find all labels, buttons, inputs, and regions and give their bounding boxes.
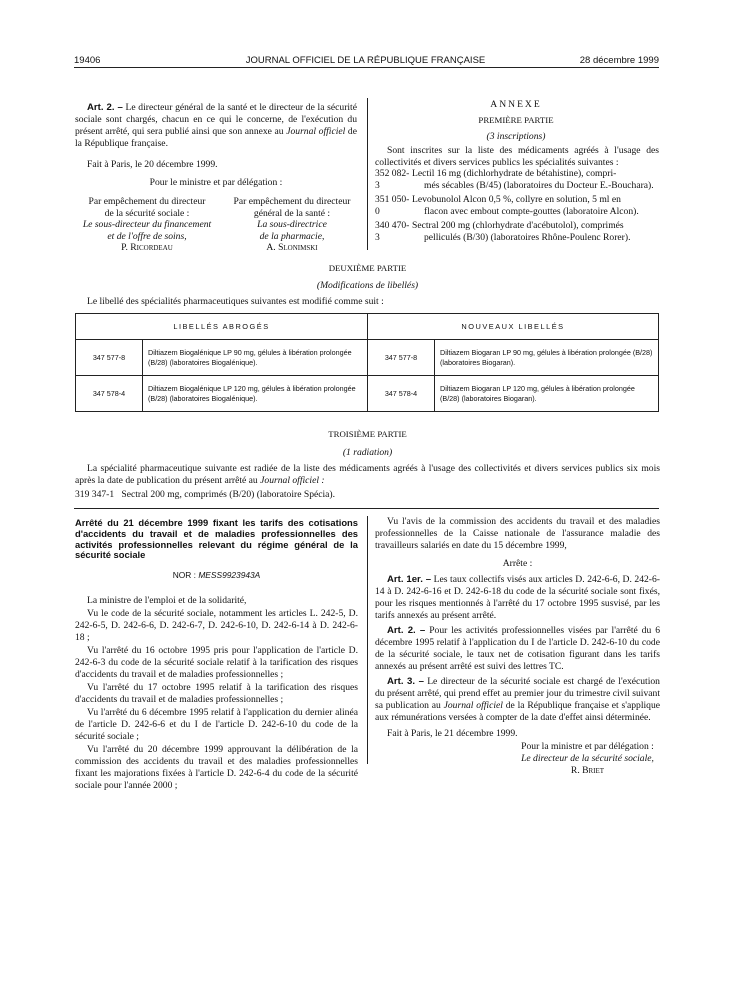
libelles-table — [75, 313, 659, 412]
list-item: 352 082-3 Lectil 16 mg (dichlorhydrate de bétahistine), compri- més sécables (B/45) (laboratoires du Docteur E.-Bouchara). — [375, 168, 654, 191]
article-3: Art. 3. – Le directeur de la sécurité sociale est chargé de l'exécution du présent arrêté, qui prend effet au premier jour du trimestre civil suivant sa publication au Journal officiel de la République française et s'applique aux rémunérations versées à compter de la date d'effet ainsi déterminée. — [375, 675, 660, 723]
paragraph: Vu l'arrêté du 16 octobre 1995 pris pour l'application de l'article D. 242-6-3 du code de la sécurité sociale relatif à la tarification des risques d'accidents du travail et de maladies professionnelles ; — [75, 644, 358, 680]
table-row: 347 578-4 Diltiazem Biogalénique LP 120 mg, gélules à libération prolongée (B/28) (laboratoires Biogalénique). 347 578-4 Diltiazem Biogaran LP 120 mg, gélules à libération prolongée (B/28) (laboratoires Biogaran). — [76, 376, 659, 412]
top-art2: Art. 2. – Le directeur général de la santé et le directeur de la sécurité sociale sont chargés, chacun en ce qui le concerne, de l'exécution du présent arrêté, qui sera publié ainsi que son annexe au Journal officiel de la République française. — [75, 102, 357, 149]
deuxieme-part: DEUXIÈME PARTIE — [328, 263, 407, 273]
troisieme-text: La spécialité pharmaceutique suivante est radiée de la liste des médicaments agréés à l'usage des collectivités et divers services publics six mois après la date de publication du présent arrêté au Journal officiel : — [75, 463, 660, 486]
deuxieme-intro: Le libellé des spécialités pharmaceutiques suivantes est modifié comme suit : — [87, 296, 384, 307]
issue-date: 28 décembre 1999 — [579, 55, 659, 66]
annexe-part: PREMIÈRE PARTIE — [478, 115, 554, 125]
page-number: 19406 — [74, 55, 101, 66]
arrete-signature: Pour la ministre et par délégation : Le directeur de la sécurité sociale, R. Briet — [521, 740, 654, 776]
table-header-row — [76, 314, 659, 340]
paragraph: Vu l'avis de la commission des accidents du travail et des maladies professionnelles de la Caisse nationale de l'assurance maladie des travailleurs salariés en date du 15 décembre 1999, — [375, 516, 660, 551]
col-old-header: LIBELLÉS ABROGÉS — [76, 314, 368, 340]
journal-title: JOURNAL OFFICIEL DE LA RÉPUBLIQUE FRANÇAISE — [245, 55, 486, 66]
column-rule-bottom — [367, 516, 368, 764]
signature-right: Par empêchement du directeur général de la santé : La sous-directrice de la pharmacie, A. Slonimski — [233, 196, 351, 253]
arrete-left-body — [75, 595, 358, 793]
top-pour: Pour le ministre et par délégation : — [149, 177, 283, 188]
col-new-header: NOUVEAUX LIBELLÉS — [368, 314, 659, 340]
arrete-nor: NOR : MESS9923943A — [172, 570, 261, 580]
deuxieme-subtitle: (Modifications de libellés) — [316, 280, 419, 291]
signature-left: Par empêchement du directeur de la sécurité sociale : Le sous-directeur du financement et de l'offre de soins, P. Ricordeau — [82, 196, 212, 253]
annexe-list — [375, 168, 659, 246]
paragraph: Vu l'arrêté du 20 décembre 1999 approuvant la délibération de la commission des accidents du travail et des maladies professionnelles fixant les majorations fixées à l'article D. 242-6-4 du code de la sécurité sociale pour l'année 2000 ; — [75, 743, 358, 791]
paragraph: Vu l'arrêté du 6 décembre 1995 relatif à l'application du dernier alinéa de l'article D. 242-6-6 et du I de l'article D. 242-6-10 du code de la sécurité sociale ; — [75, 706, 358, 742]
troisieme-subtitle: (1 radiation) — [342, 447, 393, 458]
arrete-title: Arrêté du 21 décembre 1999 fixant les tarifs des cotisations d'accidents du travail et de maladies professionnelles des activités professionnelles relevant du régime général de la sécurité sociale — [75, 517, 358, 561]
arrete-right-body — [375, 516, 660, 777]
top-art2-label: Art. 2. – — [87, 102, 123, 113]
top-fait: Fait à Paris, le 20 décembre 1999. — [87, 159, 218, 170]
paragraph: Vu l'arrêté du 17 octobre 1995 relatif à la tarification des risques d'accidents du travail et de maladies professionnelles ; — [75, 681, 358, 705]
article-1: Art. 1er. – Les taux collectifs visés aux articles D. 242-6-6, D. 242-6-14 à D. 242-6-16 et D. 242-6-18 du code de la sécurité sociale sont fixés, pour les risques mentionnés à l'arrêté du 17 octobre 1995 susvisé, par les tarifs annexés au présent arrêté. — [375, 573, 660, 621]
section-rule — [74, 508, 659, 509]
list-item: 351 050-0 Levobunolol Alcon 0,5 %, collyre en solution, 5 ml en flacon avec embout compte-gouttes (laboratoire Alcon). — [375, 193, 639, 217]
troisieme-part: TROISIÈME PARTIE — [328, 429, 407, 439]
header-rule — [74, 67, 659, 68]
arrete-word: Arrête : — [502, 557, 533, 569]
troisieme-item: 319 347-1 Sectral 200 mg, comprimés (B/20) (laboratoire Spécia). — [75, 489, 336, 500]
article-2: Art. 2. – Pour les activités professionnelles visées par l'arrêté du 6 décembre 1995 relatif à l'application du I de l'article D. 242-6-10 du code de la sécurité sociale, le taux net de cotisation figurant dans les tarifs annexés au présent arrêté est suivi des lettres TC. — [375, 624, 660, 672]
annexe-inscriptions: (3 inscriptions) — [486, 131, 546, 142]
table-row: 347 577-8 Diltiazem Biogalénique LP 90 mg, gélules à libération prolongée (B/28) (laboratoires Biogalénique). 347 577-8 Diltiazem Biogaran LP 90 mg, gélules à libération prolongée (B/28) (laboratoires Biogaran). — [76, 340, 659, 376]
arrete-fait: Fait à Paris, le 21 décembre 1999. — [387, 727, 518, 739]
paragraph: Vu le code de la sécurité sociale, notamment les articles L. 242-5, D. 242-6-5, D. 242-6-6, D. 242-6-7, D. 242-6-10, D. 242-6-14 à D. 242-6-18 ; — [75, 607, 358, 643]
column-rule-top — [367, 98, 368, 250]
list-item: 340 470-3 Sectral 200 mg (chlorhydrate d'acébutolol), comprimés pelliculés (B/30) (laboratoires Rhône-Poulenc Rorer). — [375, 219, 631, 243]
annexe-title: ANNEXE — [490, 99, 542, 110]
annexe-intro: Sont inscrites sur la liste des médicaments agréés à l'usage des collectivités et divers services publics les spécialités suivantes : — [375, 145, 659, 168]
paragraph: La ministre de l'emploi et de la solidarité, — [87, 595, 247, 606]
